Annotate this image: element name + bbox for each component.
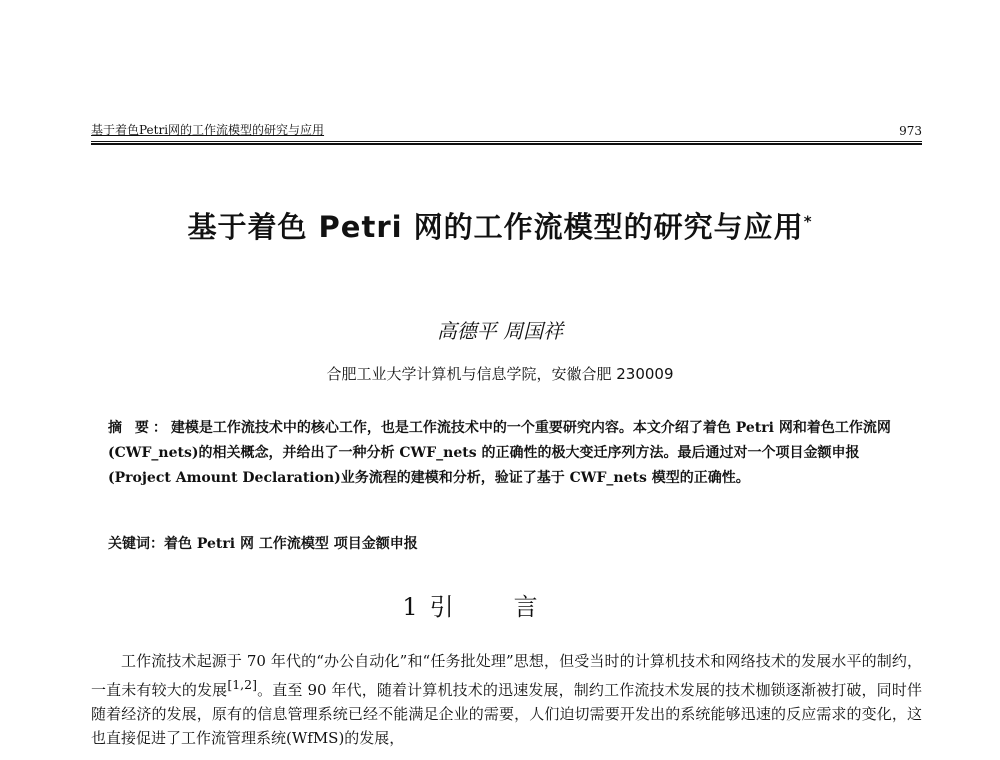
keywords-text: 着色 Petri 网 工作流模型 项目金额申报 [164,536,418,552]
page-number: 973 [899,124,922,138]
section-heading [0,587,1000,622]
abstract-text: 建模是工作流技术中的核心工作，也是工作流技术中的一个重要研究内容。本文介绍了着色 Petri 网和着色工作流网(CWF_nets)的相关概念，并给出了一种分析 CWF_nets 的正确性的极大变迁序列方法。最后通过对一个项目金额申报(Project Amount Declaration)业务流程的建模和分析，验证了基于 CWF_nets 模型的正确性。 [108,420,891,486]
header-rule [91,143,922,145]
keywords-label: 关键词： [108,536,164,552]
body-text-part1: 工作流技术起源于 70 年代的“办公自动化”和“任务批处理”思想，但受当时的计算机技术和网络技术的发展水平的制约，一直未有较大的发展 [91,652,922,699]
keywords [108,533,900,553]
body-text-part2: 。直至 90 年代，随着计算机技术的迅速发展，制约工作流技术发展的技术枷锁逐渐被打破，同时伴随着经济的发展，原有的信息管理系统已经不能满足企业的需要，人们迫切需要开发出的系统能够迅速的反应需求的变化，这也直接促进了工作流管理系统(WfMS)的发展， [91,681,922,747]
body-paragraph [91,649,922,750]
authors: 高德平 周国祥 [436,319,564,343]
abstract-label: 摘 要： [108,420,171,436]
citation: [1,2] [227,677,257,692]
paper-title-text: 基于着色 Petri 网的工作流模型的研究与应用 [187,210,804,244]
running-head [91,121,922,142]
affiliation: 合肥工业大学计算机与信息学院，安徽合肥 230009 [326,365,674,383]
section-title: 引言 [429,593,598,621]
title-footnote-mark: * [803,212,813,231]
section-number: 1 [402,593,420,621]
running-head-title: 基于着色Petri网的工作流模型的研究与应用 [91,123,325,137]
abstract [108,416,900,491]
paper-title [0,205,1000,246]
